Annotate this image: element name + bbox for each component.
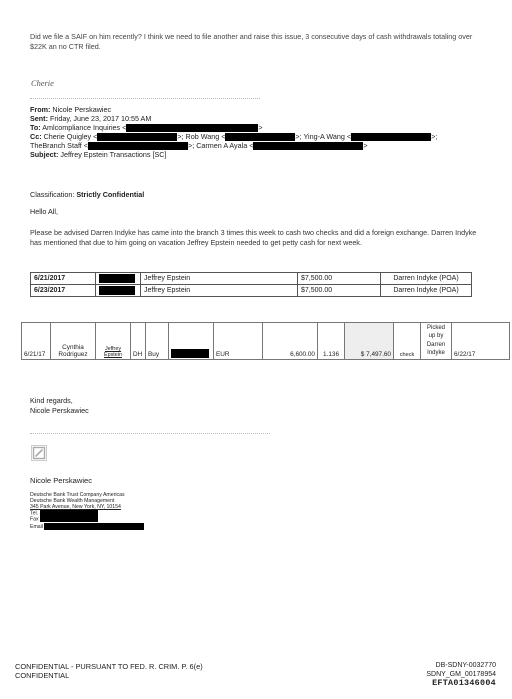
fx-side: Buy (146, 323, 169, 360)
from-value: Nicole Perskawiec (52, 105, 112, 114)
table-cell-amount: $7,500.00 (298, 285, 381, 297)
sent-label: Sent: (30, 114, 48, 123)
cc-5: TheBranch Staff < (30, 141, 89, 150)
company-line-1: Deutsche Bank Trust Company Americas (30, 492, 125, 498)
closing-name: Nicole Perskawiec (30, 406, 89, 415)
to-row (30, 123, 500, 132)
sent-row (30, 114, 500, 123)
footer-line-1: CONFIDENTIAL - PURSUANT TO FED. R. CRIM. P. 6(e) (15, 662, 203, 671)
fx-currency: EUR (214, 323, 263, 360)
cc-1: Cherie Quigley < (43, 132, 98, 141)
table-cell-redacted (96, 285, 141, 297)
company-block (30, 492, 280, 530)
table-cell-date: 6/23/2017 (31, 285, 96, 297)
closing (30, 396, 89, 416)
table-cell-by: Darren Indyke (POA) (381, 285, 472, 297)
transactions-table (30, 272, 472, 297)
footer-right (400, 662, 496, 688)
signature-name: Nicole Perskawiec (30, 476, 93, 485)
table-cell-name: Jeffrey Epstein (141, 273, 298, 285)
fx-rate: 1.136 (318, 323, 345, 360)
separator-line (30, 98, 260, 99)
subject-value: Jeffrey Epstein Transactions [SC] (60, 150, 167, 159)
deutsche-bank-logo-icon (31, 445, 47, 461)
doc-id-2: SDNY_GM_00178954 (426, 670, 496, 678)
table-cell-amount: $7,500.00 (298, 273, 381, 285)
classification-value: Strictly Confidential (76, 190, 145, 199)
redaction-box (171, 349, 209, 358)
redaction-box (99, 274, 135, 283)
tel-label: Tel. (30, 510, 39, 517)
table-row (22, 323, 510, 360)
redaction-box (351, 133, 431, 141)
intro-message: Did we file a SAIF on him recently? I think we need to file another and raise this issue, 3 consecutive days of cash withdrawals totaling over $22K an no CTR filed. (30, 32, 473, 51)
cc-2: >; Rob Wang < (177, 132, 226, 141)
fx-code: DH (131, 323, 146, 360)
to-close: > (258, 123, 263, 132)
table-cell-by: Darren Indyke (POA) (381, 273, 472, 285)
doc-id-1: DB-SDNY-0032770 (435, 662, 496, 669)
email-label: Email (30, 523, 43, 530)
closing-line: Kind regards, (30, 396, 73, 405)
redaction-box (88, 142, 188, 150)
fx-pickup-date: 6/22/17 (452, 323, 510, 360)
fx-usd-amount: $ 7,497.60 (345, 323, 394, 360)
body-text: Please be advised Darren Indyke has came into the branch 3 times this week to cash two checks and did a foreign exchange. Darren Indyke has mentioned that due to him going on vacation Jeffrey Epstein needed to get petty cash for next week. (30, 228, 477, 247)
redaction-box (126, 124, 258, 132)
fx-redacted (169, 323, 214, 360)
table-cell-date: 6/21/2017 (31, 273, 96, 285)
fx-client: Jeffrey Epstein (96, 323, 131, 360)
fx-amount: 6,600.00 (263, 323, 318, 360)
footer-left (15, 662, 203, 680)
email-row (30, 523, 280, 530)
cc-6: >; Carmen A Ayala < (188, 141, 254, 150)
redaction-box (40, 516, 98, 522)
subject-label: Subject: (30, 150, 59, 159)
fx-agent: Cynthia Rodriguez (51, 323, 96, 360)
cc-row-2 (30, 141, 500, 150)
separator-line (30, 433, 270, 434)
from-row (30, 105, 500, 114)
redaction-box (225, 133, 295, 141)
redaction-box (253, 142, 363, 150)
table-cell-name: Jeffrey Epstein (141, 285, 298, 297)
bates-number: EFTA01346004 (432, 678, 496, 689)
footer-line-2: CONFIDENTIAL (15, 671, 70, 680)
to-label: To: (30, 123, 41, 132)
to-value: Amlcompliance Inquiries < (42, 123, 127, 132)
cc-7: > (363, 141, 368, 150)
cc-row (30, 132, 500, 141)
redaction-box (40, 510, 98, 516)
redaction-box (44, 523, 144, 530)
redaction-box (97, 133, 177, 141)
company-line-2: Deutsche Bank Wealth Management (30, 498, 115, 504)
greeting: Hello All, (30, 207, 58, 216)
fx-date: 6/21/17 (22, 323, 51, 360)
fax-label: Fax (30, 516, 39, 523)
company-address: 345 Park Avenue, New York, NY, 10154 (30, 504, 121, 510)
reply-signature: Cherie (31, 79, 54, 88)
sent-value: Friday, June 23, 2017 10:55 AM (49, 114, 152, 123)
classification-label: Classification: (30, 190, 75, 199)
classification (30, 190, 144, 200)
cc-label: Cc: (30, 132, 42, 141)
fx-method: check (394, 323, 421, 360)
cc-4: >; (431, 132, 438, 141)
subject-row (30, 150, 500, 159)
table-cell-redacted (96, 273, 141, 285)
from-label: From: (30, 105, 51, 114)
table-row (31, 273, 472, 285)
fx-table (21, 322, 510, 360)
redaction-box (99, 286, 135, 295)
email-headers (30, 105, 500, 159)
table-row (31, 285, 472, 297)
cc-3: >; Ying-A Wang < (295, 132, 352, 141)
fx-pickup: Picked up by Darren Indyke (421, 323, 452, 360)
